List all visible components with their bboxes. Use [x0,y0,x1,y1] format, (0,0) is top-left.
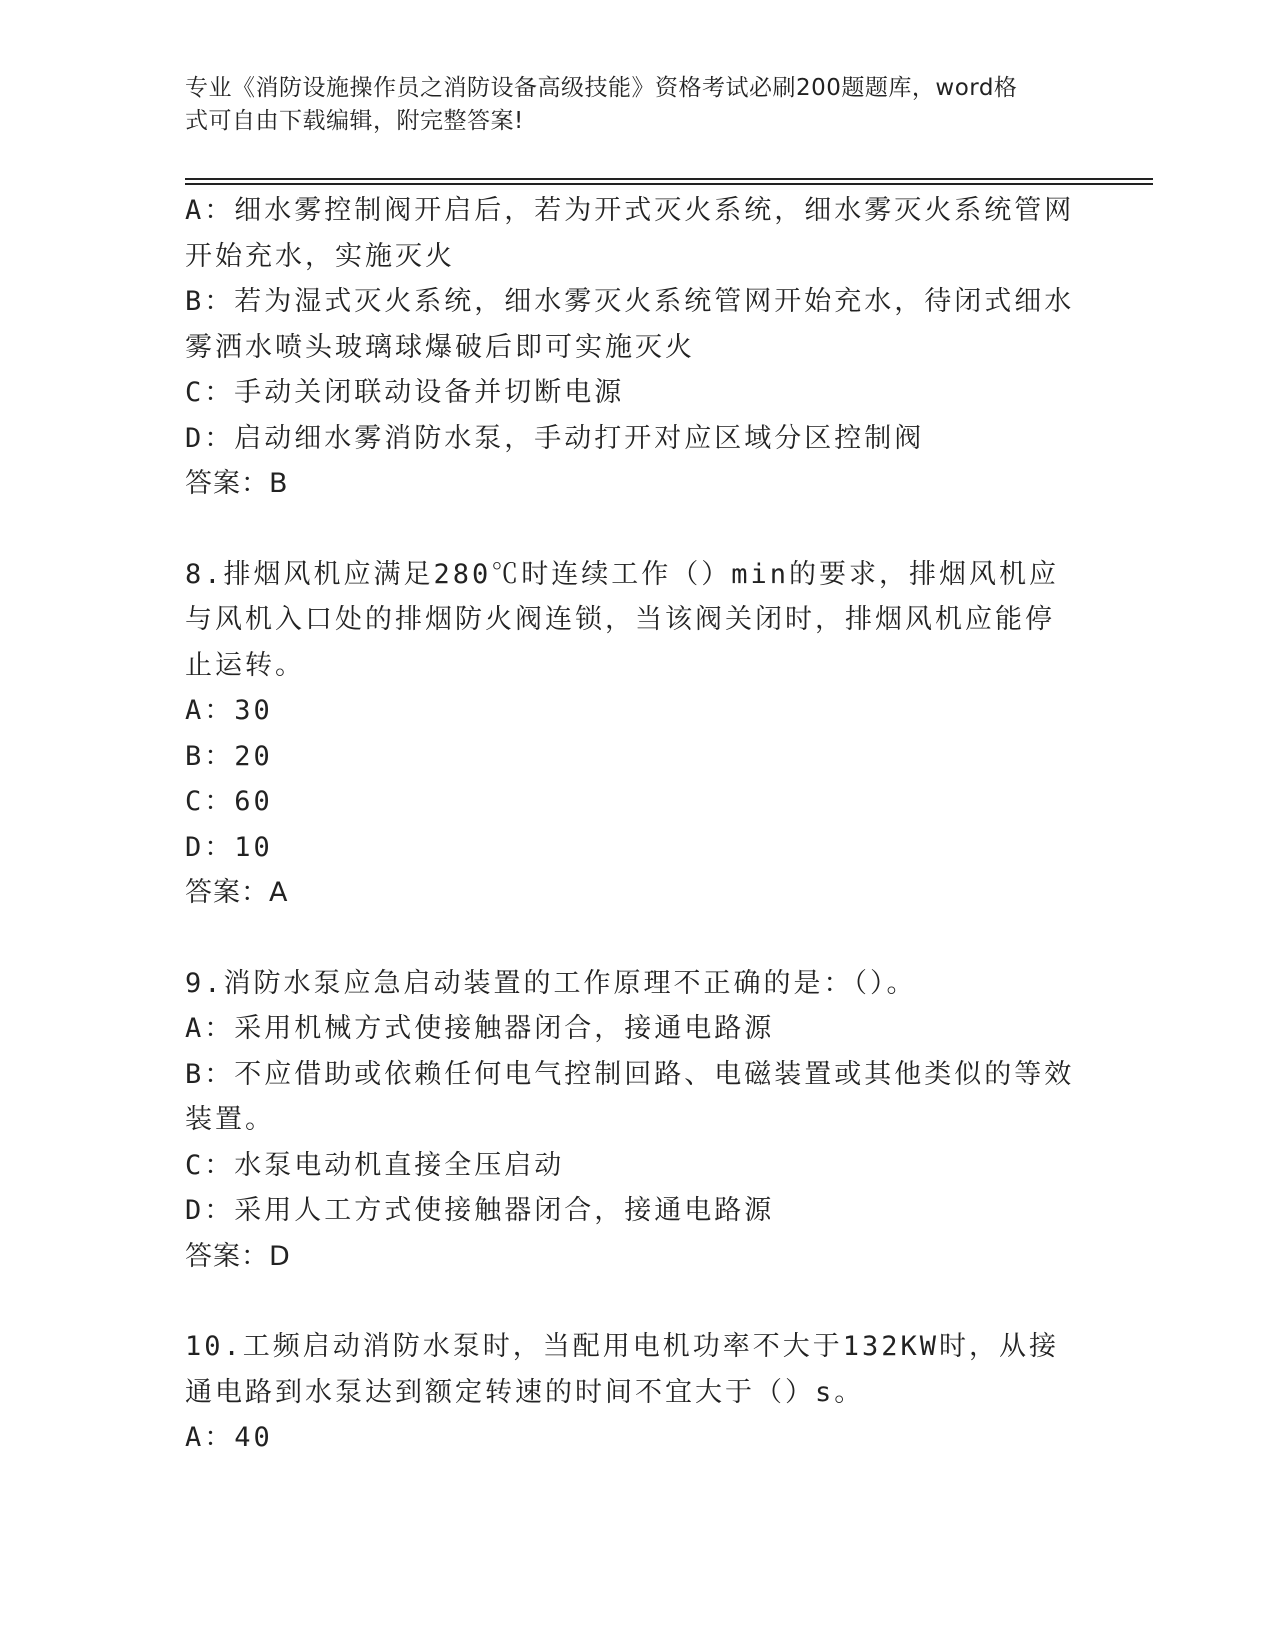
answer-line: 答案：A [185,877,289,908]
question-text: 10.工频启动消防水泵时，当配用电机功率不大于132KW时，从接通电路到水泵达到额定转速的时间不宜大于（）s。 [185,1331,1060,1408]
option-c: C：60 [185,786,273,817]
question-9 [185,961,1075,1280]
question-content [185,188,1075,1461]
question-10 [185,1324,1075,1461]
option-b: B：若为湿式灭火系统，细水雾灭火系统管网开始充水，待闭式细水雾洒水喷头玻璃球爆破后即可实施灭火 [185,286,1075,363]
option-d: D：启动细水雾消防水泵，手动打开对应区域分区控制阀 [185,422,925,454]
option-a: A：采用机械方式使接触器闭合，接通电路源 [185,1013,775,1044]
spacer [185,1279,1075,1324]
answer-line: 答案：D [185,1240,291,1272]
question-8 [185,552,1075,916]
option-d: D：10 [185,831,273,863]
option-b: B：20 [185,740,273,772]
question-text: 9.消防水泵应急启动装置的工作原理不正确的是：（）。 [185,967,917,999]
question-7 [185,188,1075,507]
option-c: C：手动关闭联动设备并切断电源 [185,377,625,408]
option-a: A：40 [185,1422,273,1453]
header-divider-top [185,178,1153,180]
document-header [185,72,1065,138]
header-divider-bottom [185,183,1153,185]
spacer [185,916,1075,961]
question-text: 8.排烟风机应满足280℃时连续工作（）min的要求，排烟风机应与风机入口处的排烟防火阀连锁，当该阀关闭时，排烟风机应能停止运转。 [185,558,1060,681]
option-d: D：采用人工方式使接触器闭合，接通电路源 [185,1195,775,1226]
option-a: A：细水雾控制阀开启后，若为开式灭火系统，细水雾灭火系统管网开始充水，实施灭火 [185,195,1075,272]
header-intro-line-1: 专业《消防设施操作员之消防设备高级技能》资格考试必刷200题题库，word格 [185,75,1018,101]
option-a: A：30 [185,695,273,726]
spacer [185,507,1075,552]
option-c: C：水泵电动机直接全压启动 [185,1149,565,1181]
answer-line: 答案：B [185,468,289,499]
option-b: B：不应借助或依赖任何电气控制回路、电磁装置或其他类似的等效装置。 [185,1058,1075,1135]
header-intro-line-2: 式可自由下载编辑，附完整答案! [185,108,524,134]
